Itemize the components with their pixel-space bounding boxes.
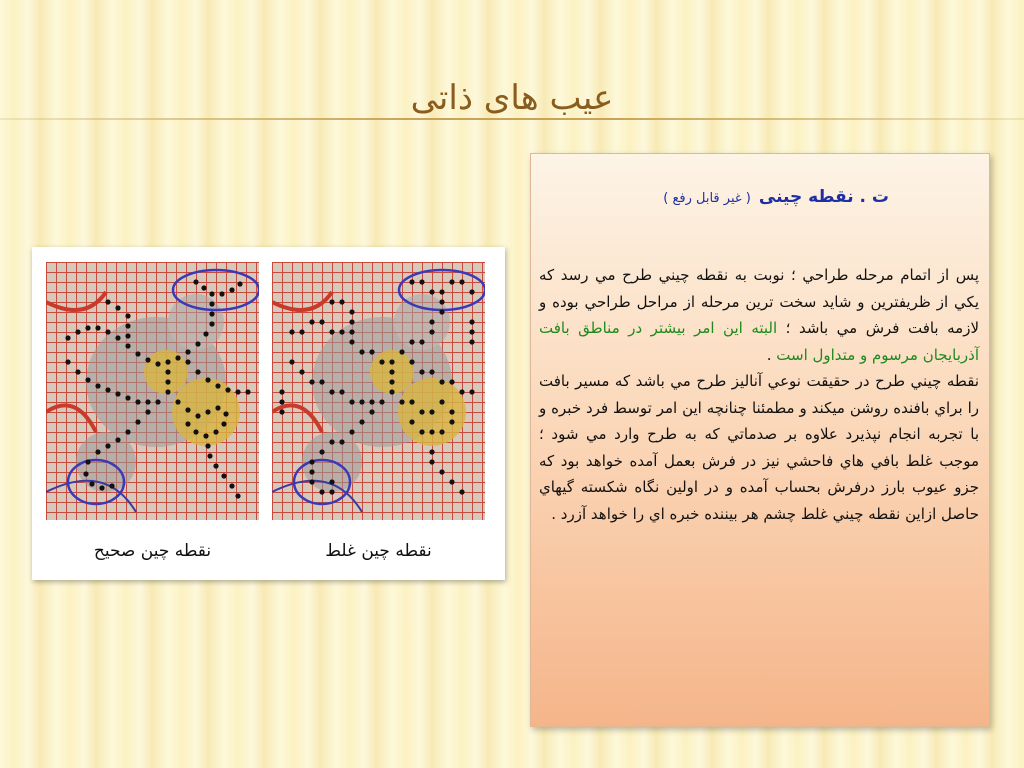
heading-sub: ( غیر قابل رفع ) [663,191,751,206]
title-divider [0,118,1024,120]
paragraph-1-end: . [766,345,777,364]
panel-heading [663,187,889,207]
caption-wrong: نقطه چین غلط [325,541,432,561]
paragraph-1 [539,262,979,368]
comparison-figure [32,247,505,580]
heading-main: ت . نقطه چینی [758,187,889,207]
slide-title: عیب های ذاتی [410,78,614,118]
wrong-dotting-image [272,262,485,520]
paragraph-1-text: پس از اتمام مرحله طراحي ؛ نوبت به نقطه چيني طرح مي رسد که يكي از ظريفترين و شايد سخت ترين مرحله از مراحل طراحي بوده و لازمه بافت فرش مي باشد ؛ [539,266,979,337]
correct-dotting-image [46,262,259,520]
panel-body [539,262,979,527]
caption-correct: نقطه چین صحیح [93,541,212,561]
paragraph-1-highlight: البته اين امر بيشتر در مناطق بافت آذربايجان مرسوم و متداول است [539,319,979,364]
paragraph-2: نقطه چيني طرح در حقيقت نوعي آناليز طرح مي باشد كه مسير بافت را براي بافنده روشن ميكند و مطمئنا چنانچه اين امر توسط فرد خبره و با تجربه انجام نپذيرد علاوه بر صدماتي كه به طرح وارد مي شود ؛ موجب غلط بافي هاي فاحشي نيز در فرش بعمل آمده خواهد بود كه جزو عيوب بارز درفرش بحساب آمده و در اولين نگاه شكسته گيهاي حاصل ازاين نقطه چيني غلط چشم هر بيننده خبره اي را خواهد آزرد . [539,372,979,523]
description-panel [530,153,990,727]
